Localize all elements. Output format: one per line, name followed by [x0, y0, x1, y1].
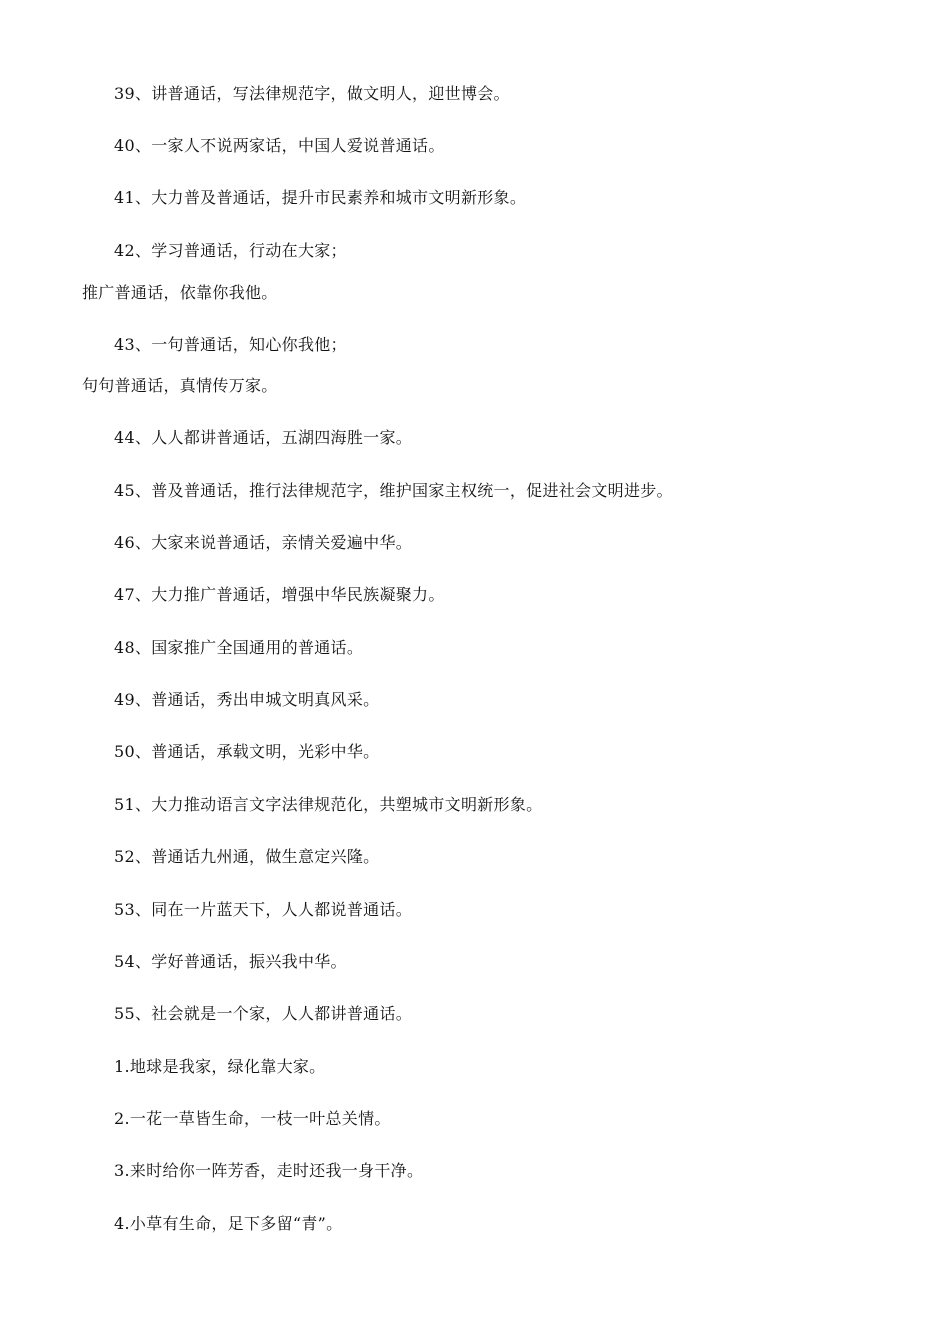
slogan-44: 44、人人都讲普通话，五湖四海胜一家。 [114, 428, 413, 447]
slogan-49: 49、普通话，秀出申城文明真风采。 [114, 690, 380, 709]
slogan-51: 51、大力推动语言文字法律规范化，共塑城市文明新形象。 [114, 795, 543, 814]
slogan-53: 53、同在一片蓝天下，人人都说普通话。 [114, 900, 413, 919]
slogan-52: 52、普通话九州通，做生意定兴隆。 [114, 847, 380, 866]
slogan-40: 40、一家人不说两家话，中国人爱说普通话。 [114, 136, 445, 155]
slogan-46: 46、大家来说普通话，亲情关爱遍中华。 [114, 533, 413, 552]
slogan-54: 54、学好普通话，振兴我中华。 [114, 952, 347, 971]
slogan-45: 45、普及普通话，推行法律规范字，维护国家主权统一，促进社会文明进步。 [114, 481, 673, 500]
slogan-41: 41、大力普及普通话，提升市民素养和城市文明新形象。 [114, 188, 527, 207]
green-slogan-3: 3.来时给你一阵芳香，走时还我一身干净。 [114, 1161, 424, 1180]
slogan-47: 47、大力推广普通话，增强中华民族凝聚力。 [114, 585, 445, 604]
green-slogan-2: 2.一花一草皆生命，一枝一叶总关情。 [114, 1109, 391, 1128]
slogan-42-line-2: 推广普通话，依靠你我他。 [82, 283, 278, 302]
slogan-42-line-1: 42、学习普通话，行动在大家； [114, 241, 347, 260]
slogan-43-line-1: 43、一句普通话，知心你我他； [114, 335, 347, 354]
slogan-55: 55、社会就是一个家，人人都讲普通话。 [114, 1004, 413, 1023]
slogan-48: 48、国家推广全国通用的普通话。 [114, 638, 364, 657]
green-slogan-1: 1.地球是我家，绿化靠大家。 [114, 1057, 326, 1076]
slogan-39: 39、讲普通话，写法律规范字，做文明人，迎世博会。 [114, 84, 510, 103]
slogan-50: 50、普通话，承载文明，光彩中华。 [114, 742, 380, 761]
slogan-43-line-2: 句句普通话，真情传万家。 [82, 376, 278, 395]
green-slogan-4: 4.小草有生命，足下多留“青”。 [114, 1214, 343, 1233]
